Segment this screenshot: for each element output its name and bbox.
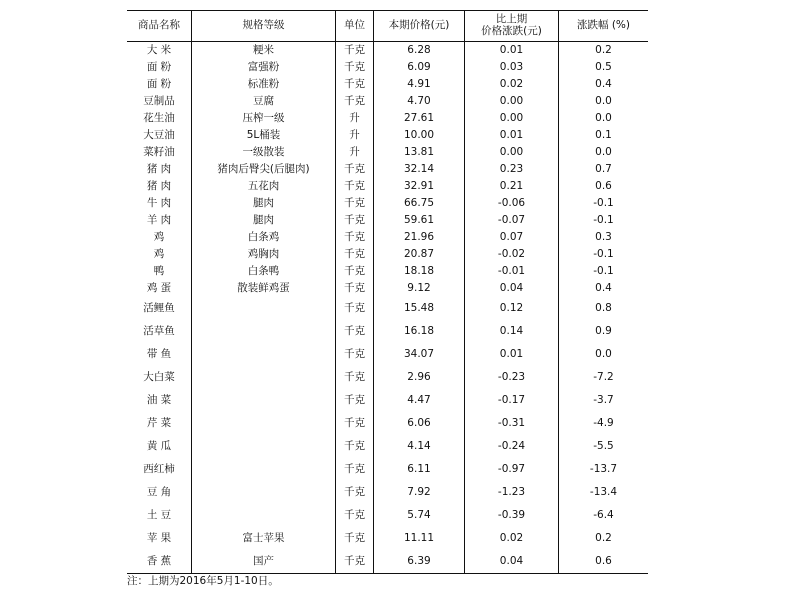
cell-pct: -0.1 xyxy=(593,196,614,209)
cell-spec xyxy=(192,343,336,366)
cell-name: 大 米 xyxy=(127,42,192,60)
cell-spec: 猪肉后臀尖(后腿肉) xyxy=(192,161,336,178)
cell-change: 0.00 xyxy=(465,110,559,127)
table-row xyxy=(127,76,648,93)
cell-pct: -4.9 xyxy=(593,416,614,429)
cell-pct: -5.5 xyxy=(593,439,614,452)
header-spec: 规格等级 xyxy=(192,11,336,42)
cell-price: 4.91 xyxy=(374,76,465,93)
cell-price: 7.92 xyxy=(374,481,465,504)
cell-name: 活鲤鱼 xyxy=(127,297,192,320)
cell-unit: 千克 xyxy=(336,195,374,212)
cell-spec xyxy=(192,366,336,389)
cell-change: 0.04 xyxy=(465,550,559,574)
header-change-line2: 价格涨跌(元) xyxy=(481,25,542,37)
cell-price: 4.14 xyxy=(374,435,465,458)
price-table xyxy=(127,10,648,574)
cell-price: 6.09 xyxy=(374,59,465,76)
table-row xyxy=(127,178,648,195)
cell-pct: -13.4 xyxy=(589,485,618,498)
cell-price: 6.06 xyxy=(374,412,465,435)
table-body xyxy=(127,42,648,574)
header-unit: 单位 xyxy=(336,11,374,42)
cell-unit: 千克 xyxy=(336,42,374,60)
cell-pct: 0.0 xyxy=(595,111,612,124)
cell-change: 0.01 xyxy=(465,343,559,366)
cell-price: 59.61 xyxy=(374,212,465,229)
cell-price: 27.61 xyxy=(374,110,465,127)
cell-change: -1.23 xyxy=(465,481,559,504)
cell-price: 11.11 xyxy=(374,527,465,550)
cell-spec: 五花肉 xyxy=(192,178,336,195)
table-row xyxy=(127,144,648,161)
cell-unit: 千克 xyxy=(336,389,374,412)
cell-change: 0.01 xyxy=(465,127,559,144)
cell-price: 66.75 xyxy=(374,195,465,212)
cell-pct: 0.8 xyxy=(595,301,612,314)
cell-unit: 千克 xyxy=(336,458,374,481)
cell-unit: 升 xyxy=(336,110,374,127)
cell-change: -0.07 xyxy=(465,212,559,229)
table-row xyxy=(127,412,648,435)
cell-spec xyxy=(192,504,336,527)
header-name: 商品名称 xyxy=(127,11,192,42)
cell-unit: 千克 xyxy=(336,263,374,280)
cell-name: 芹 菜 xyxy=(127,412,192,435)
cell-unit: 千克 xyxy=(336,297,374,320)
cell-change: 0.01 xyxy=(465,42,559,60)
cell-unit: 千克 xyxy=(336,280,374,297)
cell-spec: 腿肉 xyxy=(192,212,336,229)
cell-price: 18.18 xyxy=(374,263,465,280)
cell-price: 16.18 xyxy=(374,320,465,343)
cell-name: 羊 肉 xyxy=(127,212,192,229)
header-pct: 涨跌幅 (%) xyxy=(559,11,649,42)
cell-change: 0.21 xyxy=(465,178,559,195)
cell-change: -0.17 xyxy=(465,389,559,412)
cell-name: 面 粉 xyxy=(127,76,192,93)
cell-name: 鸭 xyxy=(127,263,192,280)
table-row xyxy=(127,93,648,110)
cell-unit: 千克 xyxy=(336,550,374,574)
cell-pct: 0.9 xyxy=(595,324,612,337)
cell-change: -0.01 xyxy=(465,263,559,280)
cell-unit: 千克 xyxy=(336,246,374,263)
cell-spec: 白条鸭 xyxy=(192,263,336,280)
cell-change: 0.02 xyxy=(465,76,559,93)
cell-unit: 千克 xyxy=(336,504,374,527)
cell-price: 6.39 xyxy=(374,550,465,574)
cell-name: 大豆油 xyxy=(127,127,192,144)
cell-spec: 标准粉 xyxy=(192,76,336,93)
cell-change: 0.12 xyxy=(465,297,559,320)
table-row xyxy=(127,297,648,320)
cell-unit: 千克 xyxy=(336,481,374,504)
cell-pct: 0.2 xyxy=(595,531,612,544)
cell-change: -0.39 xyxy=(465,504,559,527)
cell-name: 鸡 xyxy=(127,229,192,246)
cell-spec xyxy=(192,297,336,320)
cell-name: 带 鱼 xyxy=(127,343,192,366)
cell-unit: 千克 xyxy=(336,412,374,435)
table-row xyxy=(127,343,648,366)
table-row xyxy=(127,320,648,343)
cell-name: 黄 瓜 xyxy=(127,435,192,458)
cell-price: 10.00 xyxy=(374,127,465,144)
cell-pct: 0.0 xyxy=(595,347,612,360)
cell-spec xyxy=(192,389,336,412)
cell-name: 鸡 xyxy=(127,246,192,263)
cell-pct: 0.4 xyxy=(595,281,612,294)
cell-unit: 千克 xyxy=(336,527,374,550)
cell-price: 4.47 xyxy=(374,389,465,412)
cell-price: 6.11 xyxy=(374,458,465,481)
cell-unit: 千克 xyxy=(336,435,374,458)
table-row xyxy=(127,458,648,481)
cell-pct: 0.2 xyxy=(595,43,612,56)
cell-name: 大白菜 xyxy=(127,366,192,389)
table-row xyxy=(127,42,648,60)
cell-spec xyxy=(192,435,336,458)
cell-change: -0.24 xyxy=(465,435,559,458)
cell-name: 活草鱼 xyxy=(127,320,192,343)
cell-unit: 千克 xyxy=(336,343,374,366)
cell-spec: 鸡胸肉 xyxy=(192,246,336,263)
table-row xyxy=(127,59,648,76)
cell-unit: 千克 xyxy=(336,229,374,246)
table-row xyxy=(127,527,648,550)
cell-unit: 千克 xyxy=(336,93,374,110)
table-row xyxy=(127,481,648,504)
table-row xyxy=(127,195,648,212)
cell-name: 香 蕉 xyxy=(127,550,192,574)
cell-spec: 5L桶装 xyxy=(192,127,336,144)
cell-spec: 压榨一级 xyxy=(192,110,336,127)
cell-change: -0.02 xyxy=(465,246,559,263)
table-row xyxy=(127,389,648,412)
table-row xyxy=(127,280,648,297)
cell-unit: 千克 xyxy=(336,59,374,76)
cell-change: 0.03 xyxy=(465,59,559,76)
cell-price: 15.48 xyxy=(374,297,465,320)
header-change-line1: 比上期 xyxy=(495,13,528,26)
cell-change: 0.23 xyxy=(465,161,559,178)
table-row xyxy=(127,263,648,280)
cell-pct: 0.3 xyxy=(595,230,612,243)
table-header xyxy=(127,11,648,42)
table-row xyxy=(127,504,648,527)
cell-pct: 0.0 xyxy=(595,145,612,158)
cell-pct: -13.7 xyxy=(589,462,618,475)
cell-unit: 千克 xyxy=(336,366,374,389)
cell-spec: 粳米 xyxy=(192,42,336,60)
table-row xyxy=(127,366,648,389)
cell-price: 6.28 xyxy=(374,42,465,60)
table-row xyxy=(127,161,648,178)
footnote: 注：上期为2016年5月1-10日。 xyxy=(127,575,279,587)
cell-price: 20.87 xyxy=(374,246,465,263)
cell-price: 5.74 xyxy=(374,504,465,527)
cell-price: 13.81 xyxy=(374,144,465,161)
cell-spec: 散装鲜鸡蛋 xyxy=(192,280,336,297)
cell-unit: 千克 xyxy=(336,320,374,343)
cell-unit: 千克 xyxy=(336,178,374,195)
table-row xyxy=(127,246,648,263)
table-row xyxy=(127,127,648,144)
cell-price: 34.07 xyxy=(374,343,465,366)
cell-spec: 豆腐 xyxy=(192,93,336,110)
cell-name: 花生油 xyxy=(127,110,192,127)
cell-name: 苹 果 xyxy=(127,527,192,550)
cell-name: 鸡 蛋 xyxy=(127,280,192,297)
cell-change: 0.04 xyxy=(465,280,559,297)
cell-name: 面 粉 xyxy=(127,59,192,76)
cell-name: 豆制品 xyxy=(127,93,192,110)
cell-spec xyxy=(192,320,336,343)
cell-spec: 国产 xyxy=(192,550,336,574)
header-price: 本期价格(元) xyxy=(374,11,465,42)
cell-spec: 白条鸡 xyxy=(192,229,336,246)
table-row xyxy=(127,229,648,246)
cell-price: 9.12 xyxy=(374,280,465,297)
cell-change: 0.14 xyxy=(465,320,559,343)
cell-pct: -0.1 xyxy=(593,247,614,260)
header-change xyxy=(465,11,559,42)
cell-price: 4.70 xyxy=(374,93,465,110)
cell-spec: 一级散装 xyxy=(192,144,336,161)
cell-name: 豆 角 xyxy=(127,481,192,504)
cell-change: -0.23 xyxy=(465,366,559,389)
cell-pct: -0.1 xyxy=(593,213,614,226)
cell-pct: 0.6 xyxy=(595,179,612,192)
cell-change: 0.02 xyxy=(465,527,559,550)
cell-change: 0.00 xyxy=(465,144,559,161)
cell-change: 0.00 xyxy=(465,93,559,110)
cell-pct: 0.1 xyxy=(595,128,612,141)
cell-pct: 0.4 xyxy=(595,77,612,90)
cell-spec: 富强粉 xyxy=(192,59,336,76)
cell-pct: 0.7 xyxy=(595,162,612,175)
cell-spec: 腿肉 xyxy=(192,195,336,212)
cell-unit: 千克 xyxy=(336,76,374,93)
cell-price: 32.14 xyxy=(374,161,465,178)
cell-unit: 升 xyxy=(336,144,374,161)
table-row xyxy=(127,110,648,127)
cell-name: 牛 肉 xyxy=(127,195,192,212)
cell-pct: -7.2 xyxy=(593,370,614,383)
cell-name: 猪 肉 xyxy=(127,161,192,178)
cell-spec xyxy=(192,458,336,481)
cell-name: 土 豆 xyxy=(127,504,192,527)
cell-pct: 0.5 xyxy=(595,60,612,73)
cell-unit: 升 xyxy=(336,127,374,144)
cell-price: 21.96 xyxy=(374,229,465,246)
cell-spec xyxy=(192,412,336,435)
cell-pct: -0.1 xyxy=(593,264,614,277)
cell-pct: 0.6 xyxy=(559,550,649,574)
cell-price: 32.91 xyxy=(374,178,465,195)
cell-pct: 0.0 xyxy=(595,94,612,107)
cell-change: -0.97 xyxy=(465,458,559,481)
cell-pct: -3.7 xyxy=(593,393,614,406)
cell-unit: 千克 xyxy=(336,161,374,178)
cell-name: 油 菜 xyxy=(127,389,192,412)
cell-change: -0.06 xyxy=(465,195,559,212)
header-row xyxy=(127,11,648,42)
cell-change: -0.31 xyxy=(465,412,559,435)
table-row xyxy=(127,212,648,229)
cell-spec xyxy=(192,481,336,504)
table-row xyxy=(127,550,648,574)
table-row xyxy=(127,435,648,458)
cell-name: 西红柿 xyxy=(127,458,192,481)
cell-unit: 千克 xyxy=(336,212,374,229)
cell-name: 菜籽油 xyxy=(127,144,192,161)
cell-price: 2.96 xyxy=(374,366,465,389)
cell-change: 0.07 xyxy=(465,229,559,246)
cell-pct: -6.4 xyxy=(593,508,614,521)
cell-spec: 富士苹果 xyxy=(192,527,336,550)
cell-name: 猪 肉 xyxy=(127,178,192,195)
